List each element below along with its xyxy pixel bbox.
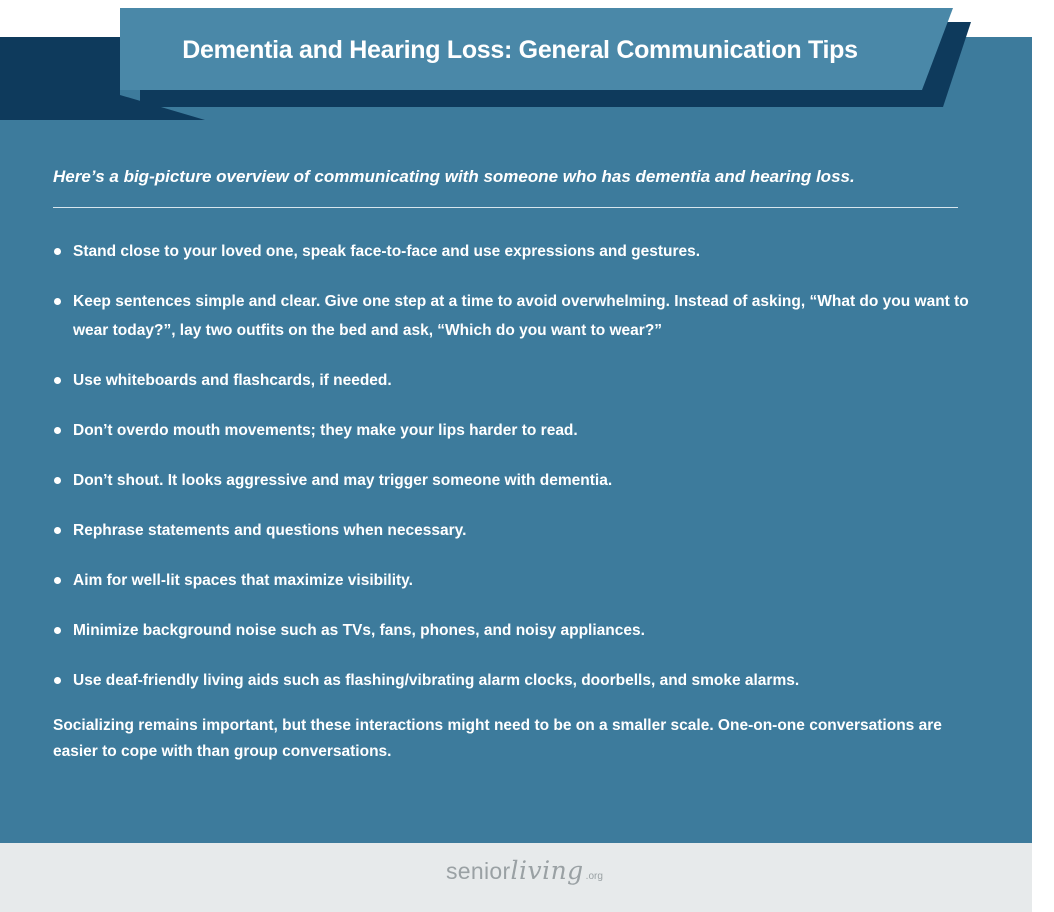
page-title: Dementia and Hearing Loss: General Communication Tips <box>182 36 858 64</box>
bullet-icon <box>54 298 61 305</box>
bullet-icon <box>54 477 61 484</box>
tip-item <box>53 366 983 395</box>
bullet-icon <box>54 527 61 534</box>
tip-text: Aim for well-lit spaces that maximize visibility. <box>73 572 413 589</box>
tip-item <box>53 566 983 595</box>
bullet-icon <box>54 427 61 434</box>
tip-item <box>53 466 983 495</box>
tip-text: Minimize background noise such as TVs, fans, phones, and noisy appliances. <box>73 622 645 639</box>
tips-list <box>53 237 983 716</box>
tip-item <box>53 416 983 445</box>
logo-senior-text: senior <box>446 858 511 884</box>
bullet-icon <box>54 677 61 684</box>
tip-item <box>53 237 983 266</box>
divider-line <box>53 207 958 208</box>
logo-living-text: living <box>510 856 584 885</box>
tip-text: Don’t overdo mouth movements; they make your lips harder to read. <box>73 422 578 439</box>
intro-text: Here’s a big-picture overview of communicating with someone who has dementia and hearing loss. <box>53 167 855 186</box>
tip-text: Use whiteboards and flashcards, if needed. <box>73 372 392 389</box>
tip-item <box>53 616 983 645</box>
tip-text: Stand close to your loved one, speak face-to-face and use expressions and gestures. <box>73 243 701 260</box>
tip-text: Keep sentences simple and clear. Give one step at a time to avoid overwhelming. Instead of asking, “What do you want to wear today?”, lay two outfits on the bed and ask, “Which do you want to wear?” <box>73 293 969 339</box>
bullet-icon <box>54 377 61 384</box>
bullet-icon <box>54 577 61 584</box>
bullet-icon <box>54 248 61 255</box>
tip-item <box>53 516 983 545</box>
bullet-icon <box>54 627 61 634</box>
tip-text: Rephrase statements and questions when necessary. <box>73 522 467 539</box>
seniorliving-logo <box>446 856 603 896</box>
tip-text: Use deaf-friendly living aids such as flashing/vibrating alarm clocks, doorbells, and smoke alarms. <box>73 672 800 689</box>
tip-item <box>53 287 983 345</box>
closing-text: Socializing remains important, but these interactions might need to be on a smaller scale. One-on-one conversations are easier to cope with than group conversations. <box>53 717 942 760</box>
tip-item <box>53 666 983 695</box>
tip-text: Don’t shout. It looks aggressive and may trigger someone with dementia. <box>73 472 613 489</box>
logo-org-text: .org <box>585 871 603 882</box>
